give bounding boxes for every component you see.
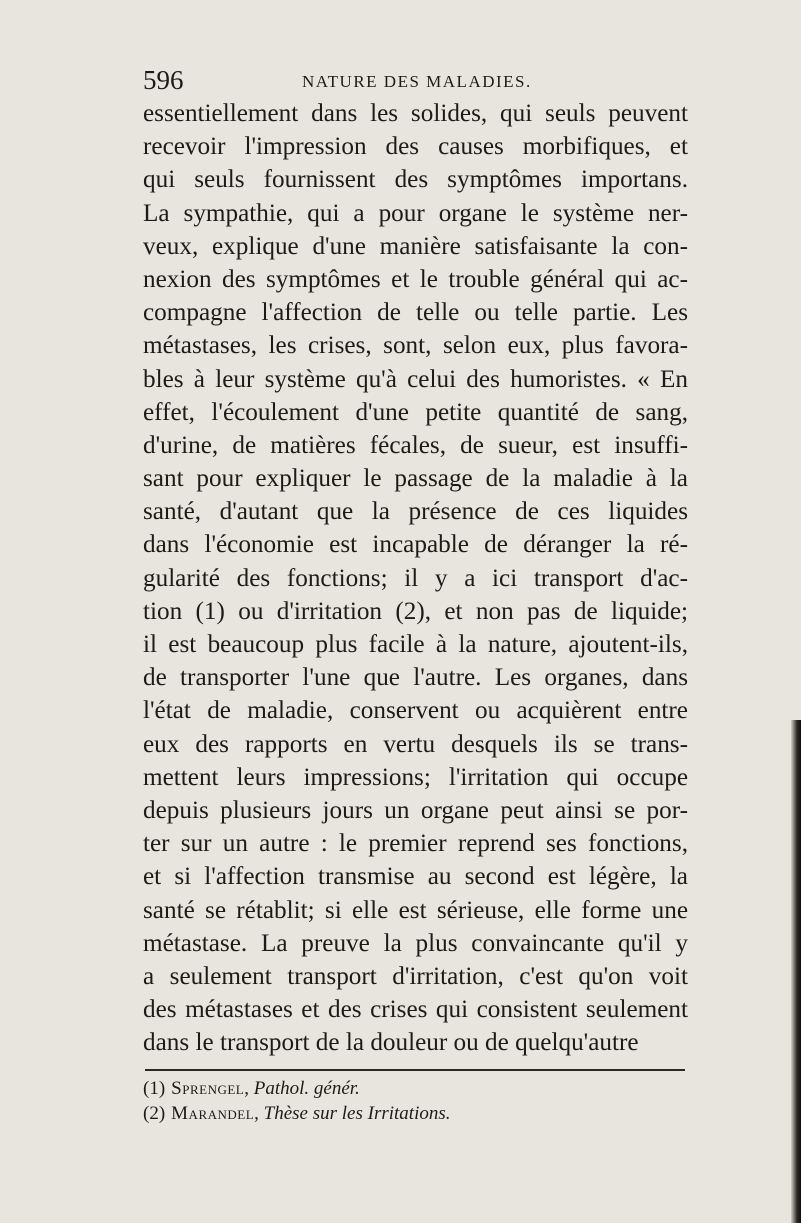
- text-line: des métastases et des crises qui consistent seulement: [143, 996, 688, 1024]
- text-line: métastase. La preuve la plus convaincante qu'il y: [143, 929, 688, 957]
- text-line: et si l'affection transmise au second est légère, la: [143, 863, 688, 891]
- text-line: compagne l'affection de telle ou telle partie. Les: [143, 299, 688, 327]
- text-line: dans le transport de la douleur ou de quelqu'autre: [143, 1029, 639, 1057]
- footnote-separator: [145, 1069, 685, 1071]
- text-line: d'urine, de matières fécales, de sueur, est insuffi-: [143, 431, 688, 459]
- running-head: NATURE DES MALADIES.: [302, 72, 532, 91]
- page-header: [143, 66, 663, 94]
- text-line: a seulement transport d'irritation, c'est qu'on voit: [143, 962, 688, 990]
- text-line: ter sur un autre : le premier reprend ses fonctions,: [143, 830, 688, 858]
- text-line: l'état de maladie, conservent ou acquièrent entre: [143, 697, 688, 725]
- footnote-number: (2): [143, 1103, 166, 1124]
- page-number: 596: [143, 65, 184, 95]
- text-line: métastases, les crises, sont, selon eux, plus favora-: [143, 332, 688, 360]
- text-line: santé, d'autant que la présence de ces liquides: [143, 498, 688, 526]
- text-line: de transporter l'une que l'autre. Les organes, dans: [143, 664, 688, 692]
- text-line: effet, l'écoulement d'une petite quantité de sang,: [143, 398, 688, 426]
- footnote: [143, 1076, 683, 1101]
- text-line: il est beaucoup plus facile à la nature, ajoutent-ils,: [143, 631, 688, 658]
- body-text: [143, 97, 688, 1059]
- footnote-work: Pathol. génér.: [253, 1078, 360, 1099]
- footnote-separator-comma: ,: [244, 1078, 254, 1099]
- text-line: nexion des symptômes et le trouble général qui ac-: [143, 265, 688, 293]
- text-line: qui seuls fournissent des symptômes importans.: [143, 166, 688, 194]
- text-line: mettent leurs impressions; l'irritation qui occupe: [143, 763, 688, 791]
- text-line: eux des rapports en vertu desquels ils se trans-: [143, 730, 688, 758]
- text-line: santé se rétablit; si elle est sérieuse, elle forme une: [143, 896, 688, 924]
- page-edge-shadow: [791, 720, 801, 1223]
- text-line: depuis plusieurs jours un organe peut ainsi se por-: [143, 796, 688, 824]
- footnotes: [143, 1076, 683, 1126]
- text-line: tion (1) ou d'irritation (2), et non pas de liquide;: [143, 597, 688, 625]
- footnote-number: (1): [143, 1078, 166, 1099]
- footnote: [143, 1101, 683, 1126]
- text-line: veux, explique d'une manière satisfaisante la con-: [143, 232, 688, 260]
- text-line: bles à leur système qu'à celui des humoristes. « En: [143, 365, 688, 393]
- footnote-work: Thèse sur les Irritations.: [263, 1103, 451, 1124]
- footnote-separator-comma: ,: [254, 1103, 264, 1124]
- text-line: sant pour expliquer le passage de la maladie à la: [143, 465, 688, 493]
- text-line: gularité des fonctions; il y a ici transport d'ac-: [143, 564, 688, 592]
- text-line: essentiellement dans les solides, qui seuls peuvent: [143, 100, 688, 127]
- footnote-author: Marandel: [171, 1103, 255, 1124]
- footnote-author: Sprengel: [171, 1078, 245, 1099]
- text-line: dans l'économie est incapable de déranger la ré-: [143, 531, 688, 559]
- text-line: recevoir l'impression des causes morbifiques, et: [143, 133, 688, 161]
- text-line: La sympathie, qui a pour organe le système ner-: [143, 199, 688, 227]
